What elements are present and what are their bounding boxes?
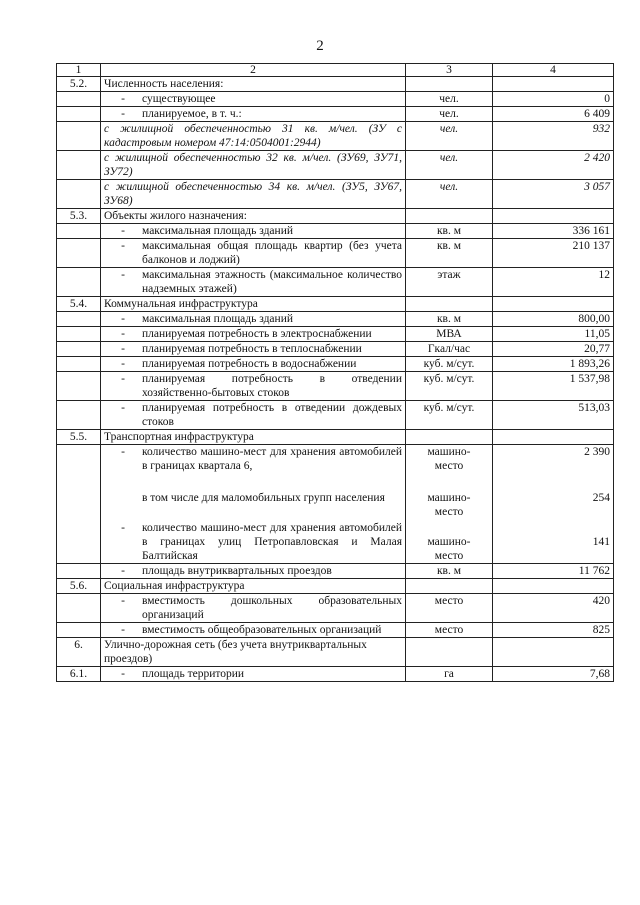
value-cell: 0: [493, 92, 614, 107]
row-description-cell: [101, 268, 406, 297]
value-cell: 336 161: [493, 224, 614, 239]
unit-text: машино-место: [427, 536, 471, 562]
unit-cell: куб. м/сут.: [406, 372, 493, 401]
table-row: [57, 239, 614, 268]
row-text: количество машино-мест для хранения автомобилей в границах квартала 6,: [142, 446, 402, 472]
list-item: [104, 564, 402, 578]
list-item: [104, 594, 402, 622]
row-description-cell: [101, 564, 406, 579]
row-text: планируемая потребность в электроснабжении: [142, 328, 372, 340]
row-description-cell: [101, 224, 406, 239]
list-item: [104, 372, 402, 400]
section-row: [57, 77, 614, 92]
unit-cell: [406, 209, 493, 224]
row-description-cell: [101, 342, 406, 357]
value-cell: 12: [493, 268, 614, 297]
page-number: 2: [316, 38, 324, 54]
row-text: площадь территории: [142, 668, 245, 680]
row-description-cell: [101, 372, 406, 401]
table-row: [57, 372, 614, 401]
unit-cell: куб. м/сут.: [406, 357, 493, 372]
unit-cell: [406, 579, 493, 594]
value-cell: 3 057: [493, 180, 614, 209]
header-cell: 3: [406, 64, 493, 77]
list-item: [104, 312, 402, 326]
list-dash: -: [121, 595, 125, 607]
row-text: планируемая потребность в отведении дождевых стоков: [142, 402, 402, 428]
row-text: количество машино-мест для хранения автомобилей в границах улиц Петропавловская и Малая Балтийская: [142, 522, 402, 562]
value-cell: 1 893,26: [493, 357, 614, 372]
list-item: [104, 521, 402, 563]
row-number: [57, 327, 101, 342]
unit-cell: чел.: [406, 180, 493, 209]
section-title: Социальная инфраструктура: [101, 579, 406, 594]
row-text-italic: с жилищной обеспеченностью 32 кв. м/чел. (ЗУ69, ЗУ71, ЗУ72): [101, 151, 406, 180]
row-number: [57, 268, 101, 297]
value-cell: 210 137: [493, 239, 614, 268]
list-item: [104, 224, 402, 238]
row-number: [57, 122, 101, 151]
value-cell: 932: [493, 122, 614, 151]
row-number: [57, 445, 101, 564]
unit-cell: [406, 430, 493, 445]
value-cell: 513,03: [493, 401, 614, 430]
list-item: [104, 327, 402, 341]
list-dash: -: [121, 668, 125, 680]
row-description-cell: [101, 312, 406, 327]
section-title: Объекты жилого назначения:: [101, 209, 406, 224]
section-title: Транспортная инфраструктура: [101, 430, 406, 445]
row-text-italic: с жилищной обеспеченностью 31 кв. м/чел. (ЗУ с кадастровым номером 47:14:0504001:2944): [101, 122, 406, 151]
row-number: [57, 401, 101, 430]
value-cell: 20,77: [493, 342, 614, 357]
unit-cell: кв. м: [406, 312, 493, 327]
list-dash: -: [121, 522, 125, 534]
row-number: 5.3.: [57, 209, 101, 224]
unit-cell: [406, 638, 493, 667]
row-number: [57, 151, 101, 180]
row-text: вместимость общеобразовательных организаций: [142, 624, 382, 636]
list-item: [104, 342, 402, 356]
row-number: [57, 312, 101, 327]
unit-cell: га: [406, 667, 493, 682]
table-header-row: [57, 64, 614, 77]
value-text: 2 390: [584, 446, 610, 458]
row-text: существующее: [142, 93, 216, 105]
table-row: [57, 268, 614, 297]
list-dash: -: [121, 624, 125, 636]
list-item: [104, 445, 402, 473]
value-cell: 11,05: [493, 327, 614, 342]
header-cell: 4: [493, 64, 614, 77]
unit-cell: кв. м: [406, 239, 493, 268]
value-cell: 1 537,98: [493, 372, 614, 401]
table-row: [57, 594, 614, 623]
table-row: [57, 151, 614, 180]
row-description-cell: [101, 594, 406, 623]
row-number: 5.4.: [57, 297, 101, 312]
list-item: [104, 401, 402, 429]
table-row: [57, 623, 614, 638]
list-dash: -: [121, 402, 125, 414]
value-cell: [493, 297, 614, 312]
list-dash: -: [121, 373, 125, 385]
row-text: вместимость дошкольных образовательных организаций: [142, 595, 402, 621]
unit-text: машино-место: [427, 492, 471, 518]
table-row: [57, 180, 614, 209]
value-cell: [493, 638, 614, 667]
unit-cell: куб. м/сут.: [406, 401, 493, 430]
list-item: [104, 357, 402, 371]
value-cell: [493, 77, 614, 92]
unit-cell: чел.: [406, 92, 493, 107]
unit-text: машино-место: [427, 446, 471, 472]
row-number: [57, 372, 101, 401]
row-text: максимальная общая площадь квартир (без учета балконов и лоджий): [142, 240, 402, 266]
list-item: [104, 667, 402, 681]
row-text: максимальная этажность (максимальное количество надземных этажей): [142, 269, 402, 295]
table-row: [57, 224, 614, 239]
unit-cell: [406, 297, 493, 312]
row-description-cell: [101, 401, 406, 430]
list-dash: -: [121, 269, 125, 281]
row-number: [57, 239, 101, 268]
indicators-table: [56, 63, 614, 682]
list-dash: -: [121, 328, 125, 340]
list-dash: -: [121, 343, 125, 355]
row-text: планируемое, в т. ч.:: [142, 108, 242, 120]
row-description-cell: [101, 623, 406, 638]
row-number: 5.5.: [57, 430, 101, 445]
row-description-cell: [101, 327, 406, 342]
unit-cell: место: [406, 594, 493, 623]
row-text: в том числе для маломобильных групп населения: [142, 492, 385, 504]
table-row: [57, 401, 614, 430]
row-number: [57, 92, 101, 107]
row-text: площадь внутриквартальных проездов: [142, 565, 332, 577]
value-text: 141: [592, 536, 610, 548]
section-title: Численность населения:: [101, 77, 406, 92]
value-cell: 825: [493, 623, 614, 638]
row-number: [57, 357, 101, 372]
table-row: [57, 327, 614, 342]
list-dash: -: [121, 108, 125, 120]
row-number: 6.1.: [57, 667, 101, 682]
unit-cell: этаж: [406, 268, 493, 297]
value-cell: 11 762: [493, 564, 614, 579]
table-row: [57, 667, 614, 682]
value-cell: 7,68: [493, 667, 614, 682]
header-cell: 2: [101, 64, 406, 77]
unit-cell: чел.: [406, 151, 493, 180]
section-row: [57, 638, 614, 667]
table-row: [57, 357, 614, 372]
table-row: [57, 92, 614, 107]
section-title: Коммунальная инфраструктура: [101, 297, 406, 312]
value-text: 254: [592, 492, 610, 504]
value-cell: 800,00: [493, 312, 614, 327]
row-number: [57, 180, 101, 209]
value-cell: [493, 209, 614, 224]
row-description-cell: [101, 107, 406, 122]
section-row: [57, 297, 614, 312]
list-item: [104, 491, 402, 505]
section-row: [57, 430, 614, 445]
section-row: [57, 209, 614, 224]
row-number: [57, 107, 101, 122]
row-description-cell: [101, 239, 406, 268]
row-description-cell: [101, 667, 406, 682]
list-dash: -: [121, 225, 125, 237]
row-description-cell: [101, 445, 406, 564]
unit-cell: Гкал/час: [406, 342, 493, 357]
row-text-italic: с жилищной обеспеченностью 34 кв. м/чел. (ЗУ5, ЗУ67, ЗУ68): [101, 180, 406, 209]
parking-row: [57, 445, 614, 564]
value-cell: [493, 445, 614, 564]
list-item: [104, 623, 402, 637]
table-row: [57, 342, 614, 357]
unit-cell: [406, 77, 493, 92]
list-dash: -: [121, 358, 125, 370]
row-number: [57, 224, 101, 239]
list-dash: -: [121, 313, 125, 325]
table-row: [57, 564, 614, 579]
table-row: [57, 312, 614, 327]
list-dash: [104, 491, 142, 505]
unit-cell: чел.: [406, 122, 493, 151]
row-number: 6.: [57, 638, 101, 667]
unit-cell: кв. м: [406, 564, 493, 579]
row-text: планируемая потребность в отведении хозяйственно-бытовых стоков: [142, 373, 402, 399]
list-dash: -: [121, 565, 125, 577]
row-text: максимальная площадь зданий: [142, 313, 293, 325]
value-cell: [493, 430, 614, 445]
row-number: [57, 342, 101, 357]
table-row: [57, 122, 614, 151]
unit-cell: МВА: [406, 327, 493, 342]
unit-cell: чел.: [406, 107, 493, 122]
row-description-cell: [101, 357, 406, 372]
value-cell: 6 409: [493, 107, 614, 122]
row-number: 5.2.: [57, 77, 101, 92]
section-title: Улично-дорожная сеть (без учета внутриквартальных проездов): [101, 638, 406, 667]
unit-cell: место: [406, 623, 493, 638]
table-row: [57, 107, 614, 122]
list-item: [104, 239, 402, 267]
row-number: [57, 594, 101, 623]
row-number: 5.6.: [57, 579, 101, 594]
list-item: [104, 107, 402, 121]
row-description-cell: [101, 92, 406, 107]
list-dash: -: [121, 240, 125, 252]
row-text: планируемая потребность в водоснабжении: [142, 358, 357, 370]
row-text: планируемая потребность в теплоснабжении: [142, 343, 362, 355]
value-cell: 420: [493, 594, 614, 623]
value-cell: [493, 579, 614, 594]
unit-cell: кв. м: [406, 224, 493, 239]
list-item: [104, 92, 402, 106]
unit-cell: [406, 445, 493, 564]
row-number: [57, 564, 101, 579]
section-row: [57, 579, 614, 594]
list-item: [104, 268, 402, 296]
row-text: максимальная площадь зданий: [142, 225, 293, 237]
row-number: [57, 623, 101, 638]
list-dash: -: [121, 93, 125, 105]
value-cell: 2 420: [493, 151, 614, 180]
header-cell: 1: [57, 64, 101, 77]
list-dash: -: [121, 446, 125, 458]
